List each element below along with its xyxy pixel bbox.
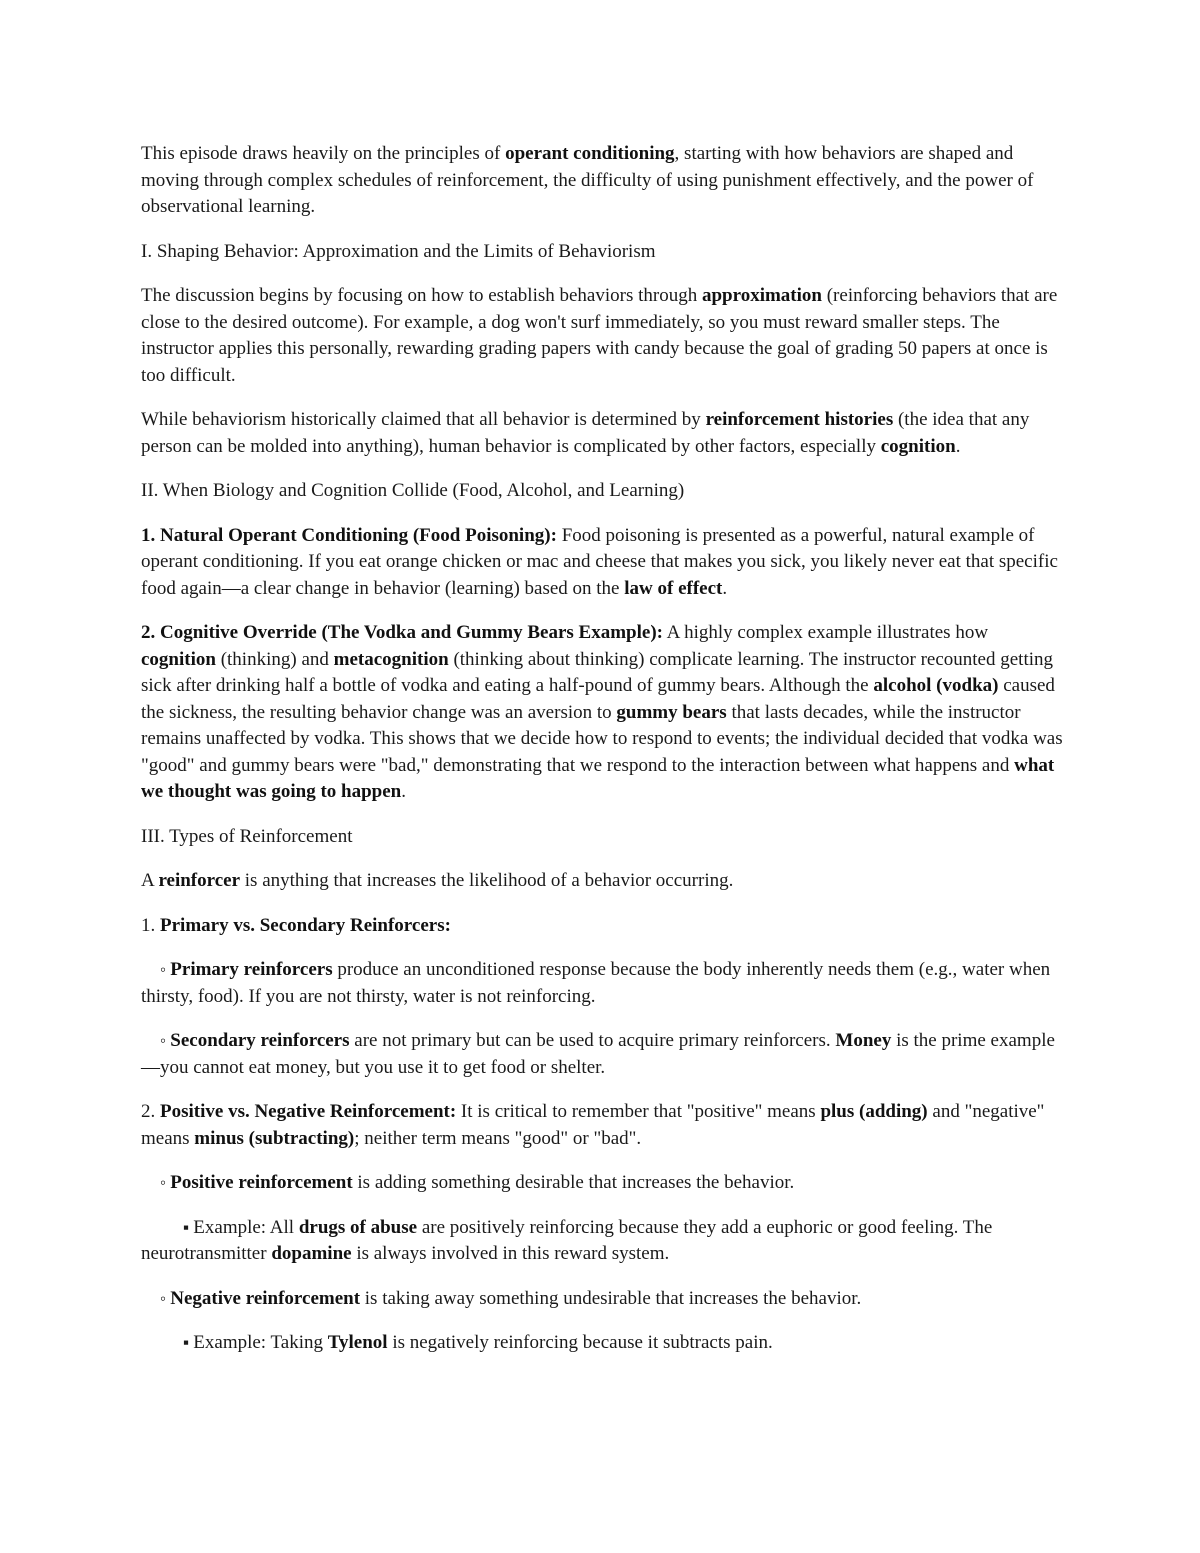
list-item-positive-example — [141, 1215, 1066, 1268]
term: Negative reinforcement — [170, 1287, 361, 1309]
text: Food poisoning is presented as a powerful, natural example of operant conditioning. If you eat orange chicken or mac and cheese that makes you sick, you likely never eat that specific food again—a clear change in behavior (learning) based on the — [141, 524, 1058, 599]
term: cognition — [880, 435, 956, 457]
term: dopamine — [271, 1243, 352, 1264]
term: reinforcement histories — [705, 409, 894, 430]
term: minus (subtracting) — [194, 1127, 355, 1149]
text: A highly complex example illustrates how — [662, 622, 989, 643]
term: 1. Natural Operant Conditioning (Food Poisoning): — [141, 524, 557, 546]
term: Primary reinforcers — [170, 959, 333, 980]
list-item-secondary — [141, 1028, 1066, 1081]
text: The discussion begins by focusing on how to establish behaviors through — [141, 285, 702, 306]
intro-text: , starting with how behaviors are shaped and moving through complex schedules of reinforcement, the difficulty of using punishment effectively, and the power of observational learning. — [141, 143, 1034, 217]
intro-paragraph — [141, 141, 1066, 221]
text: . — [722, 577, 728, 599]
text: (reinforcing behaviors that are close to the desired outcome). For example, a dog won't surf immediately, so you must reward smaller steps. The instructor applies this personally, rewarding grading papers with candy because the goal of grading 50 papers at once is too difficult. — [141, 285, 1058, 386]
bullet-icon: ◦ — [160, 1173, 171, 1192]
section-heading: III. Types of Reinforcement — [141, 825, 353, 847]
term: 2. Cognitive Override (The Vodka and Gummy Bears Example): — [141, 622, 663, 643]
subheading-positive-negative — [141, 1099, 1066, 1152]
text: and "negative" means — [141, 1101, 1045, 1149]
paragraph-behaviorism — [141, 407, 1066, 460]
text: is always involved in this reward system. — [351, 1243, 670, 1264]
subheading-primary-secondary — [141, 913, 1066, 940]
section-heading: I. Shaping Behavior: Approximation and the Limits of Behaviorism — [141, 240, 656, 262]
text: While behaviorism historically claimed that all behavior is determined by — [141, 409, 706, 430]
text: (thinking about thinking) complicate learning. The instructor recounted getting sick after drinking half a bottle of vodka and eating a half-pound of gummy bears. Although the — [141, 648, 1054, 696]
term: Money — [835, 1030, 892, 1051]
text: produce an unconditioned response because the body inherently needs them (e.g., water when thirsty, food). If you are not thirsty, water is not reinforcing. — [141, 959, 1051, 1007]
text: Example: Taking — [193, 1332, 328, 1353]
text: ; neither term means "good" or "bad". — [354, 1127, 642, 1149]
text: 2. — [141, 1101, 160, 1122]
term: plus (adding) — [820, 1101, 928, 1122]
section-heading: II. When Biology and Cognition Collide (Food, Alcohol, and Learning) — [141, 480, 685, 501]
list-item-negative-example — [141, 1330, 1066, 1357]
bullet-icon: ▪ — [183, 1333, 194, 1352]
text: are positively reinforcing because they add a euphoric or good feeling. The neurotransmitter — [141, 1216, 993, 1264]
text: 1. — [141, 914, 160, 936]
term: law of effect — [624, 577, 723, 599]
text: A — [141, 870, 159, 891]
text: is anything that increases the likelihood of a behavior occurring. — [240, 870, 734, 891]
term: drugs of abuse — [298, 1216, 418, 1238]
intro-text: This episode draws heavily on the principles of — [141, 143, 506, 164]
text: are not primary but can be used to acquire primary reinforcers. — [349, 1030, 836, 1051]
intro-term: operant conditioning — [505, 143, 675, 164]
term: gummy bears — [616, 701, 727, 723]
term: Secondary reinforcers — [170, 1030, 350, 1051]
text: is negatively reinforcing because it subtracts pain. — [387, 1332, 773, 1353]
text: that lasts decades, while the instructor remains unaffected by vodka. This shows that we decide how to respond to events; the individual decided that vodka was "good" and gummy bears were "bad," demonstrating that we respond to the interaction between what happens and — [141, 701, 1063, 776]
term: reinforcer — [158, 870, 241, 891]
text: is adding something desirable that increases the behavior. — [352, 1172, 795, 1193]
text: Example: All — [193, 1216, 299, 1238]
text: (the idea that any person can be molded into anything), human behavior is complicated by other factors, especially — [141, 409, 1030, 457]
term: alcohol (vodka) — [873, 675, 999, 696]
term: metacognition — [333, 648, 449, 670]
text: It is critical to remember that "positive" means — [456, 1101, 821, 1122]
term: cognition — [141, 648, 216, 670]
term: what we thought was going to happen — [141, 754, 1055, 802]
text: . — [955, 435, 961, 457]
text: is the prime example—you cannot eat money, but you use it to get food or shelter. — [141, 1030, 1055, 1078]
bullet-icon: ◦ — [160, 1288, 171, 1308]
list-item-primary — [141, 957, 1066, 1010]
bullet-icon: ◦ — [160, 960, 171, 979]
bullet-icon: ▪ — [183, 1217, 194, 1237]
bullet-icon: ◦ — [160, 1031, 171, 1050]
document-body — [141, 141, 1066, 1375]
paragraph-vodka-gummy-bears — [141, 620, 1066, 806]
term: Tylenol — [327, 1332, 388, 1353]
term: Positive vs. Negative Reinforcement: — [160, 1101, 457, 1122]
term: Primary vs. Secondary Reinforcers: — [160, 914, 451, 936]
text: . — [401, 781, 406, 802]
paragraph-food-poisoning — [141, 523, 1066, 603]
list-item-positive — [141, 1170, 1066, 1197]
text: (thinking) and — [215, 648, 334, 670]
text: caused the sickness, the resulting behavior change was an aversion to — [141, 675, 1055, 723]
paragraph-approximation — [141, 283, 1066, 389]
text: is taking away something undesirable that increases the behavior. — [360, 1287, 862, 1309]
term: approximation — [701, 285, 822, 306]
paragraph-reinforcer-definition — [141, 868, 1066, 895]
term: Positive reinforcement — [170, 1172, 353, 1193]
list-item-negative — [141, 1286, 1066, 1313]
